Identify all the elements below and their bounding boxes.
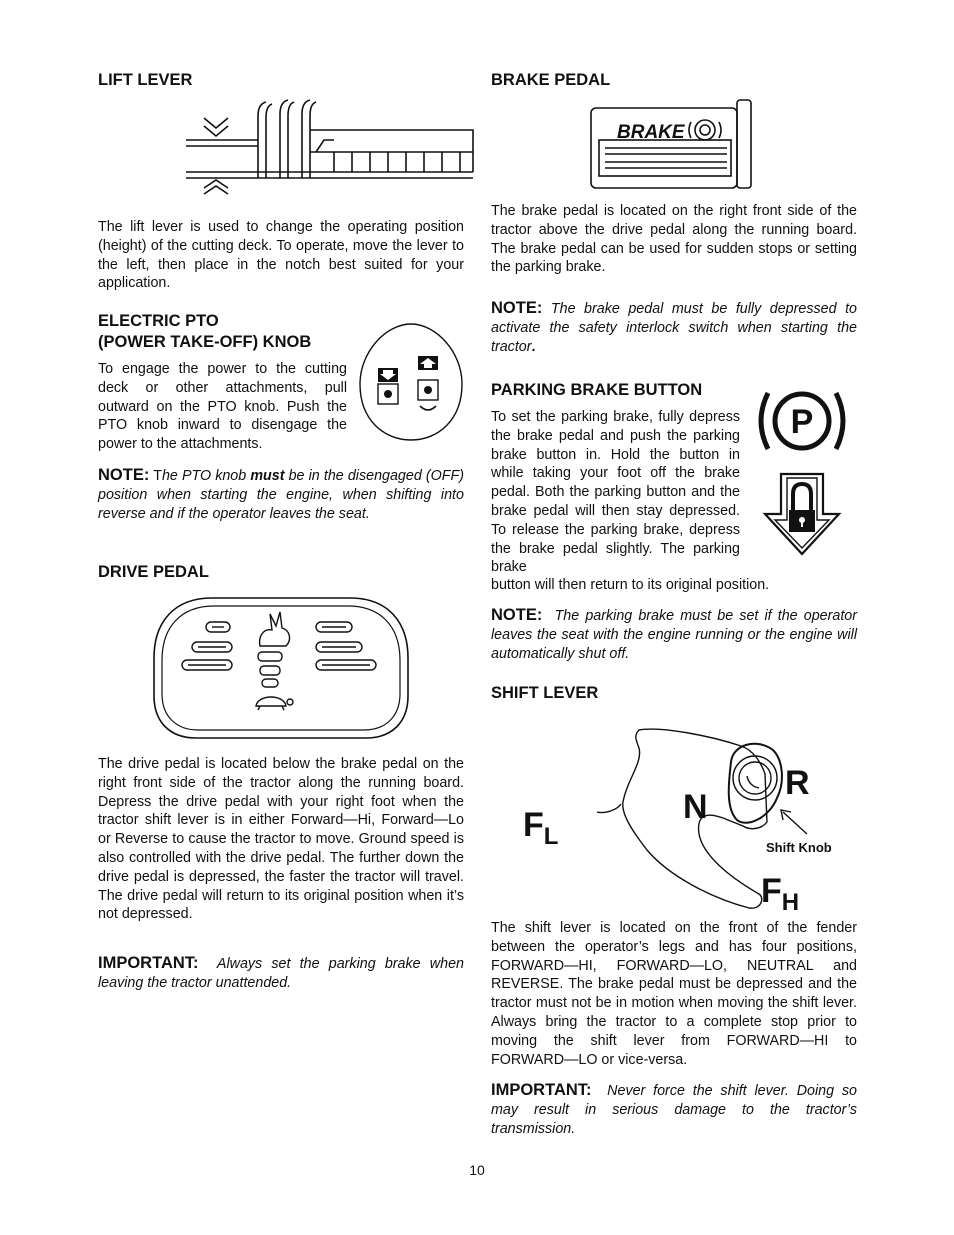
brake-note-text: The brake pedal must be fully depressed to activate the safety interlock switch when starting the tractor — [491, 301, 857, 355]
parking-note-lead: NOTE: — [491, 606, 543, 624]
brake-pedal-label: BRAKE — [617, 122, 685, 143]
drive-pedal-body: The drive pedal is located below the brake pedal on the right front side of the tractor along the running board. Depress the drive pedal with your right foot when the tractor shift lever is in either Forward—Hi, Forward—Lo or Reverse to cause the tractor to move. Ground speed is also controlled with the drive pedal. The further down the drive pedal is depressed, the faster the tractor will travel. The drive pedal will return to its original position when it’s not depressed. — [98, 756, 464, 923]
important-text: Always set the parking brake when leaving the tractor unattended. — [98, 956, 464, 991]
pto-note-lead: NOTE: — [98, 466, 150, 484]
lift-lever-diagram — [186, 96, 476, 206]
parking-brake-heading: PARKING BRAKE BUTTON — [491, 381, 703, 399]
shift-important-lead: IMPORTANT: — [491, 1081, 592, 1099]
page-number: 10 — [469, 1162, 485, 1178]
lift-lever-heading: LIFT LEVER — [98, 71, 193, 89]
shift-lever-important — [491, 1081, 857, 1138]
pto-note — [98, 466, 464, 523]
shift-fl-label: $F_L$ — [523, 806, 559, 850]
brake-pedal-body: The brake pedal is located on the right front side of the tractor above the drive pedal along the running board. The brake pedal can be used for sudden stops or setting the parking brake. — [491, 203, 857, 276]
pto-knob-diagram — [356, 322, 466, 444]
drive-pedal-diagram — [152, 596, 410, 742]
pto-note-bold: must — [250, 468, 285, 484]
shift-r-label: R — [785, 764, 810, 802]
shift-lever-heading: SHIFT LEVER — [491, 684, 599, 702]
shift-lever-body: The shift lever is located on the front of the fender between the operator’s legs and has four positions, FORWARD—HI, FORWARD—LO, NEUTRAL and REVERSE. The brake pedal must be depressed and the tractor must not be in motion when moving the shift lever. Always bring the tractor to a complete stop prior to moving the shift lever from FORWARD—HI to FORWARD—LO or vice-versa. — [491, 920, 857, 1068]
parking-brake-lock-icon — [761, 470, 843, 556]
pto-note-text-2: be in the disengaged (OFF) position when starting the engine, when shifting into reverse and if the operator leaves the seat. — [98, 468, 464, 522]
brake-pedal-heading: BRAKE PEDAL — [491, 71, 611, 89]
parking-brake-body-narrow: To set the parking brake, fully depress the brake pedal and push the parking brake button in. Hold the button in while taking your foot off the brake pedal. Both the parking button and the brake pedal will then stay depressed. To release the parking brake, depress the brake pedal slightly. The parking brake — [491, 409, 740, 576]
pto-note-text-1: he PTO knob — [161, 468, 251, 484]
brake-note-end: . — [531, 338, 536, 355]
parking-brake-body-wide: button will then return to its original position. — [491, 577, 770, 593]
shift-fh-label: $F_H$ — [761, 872, 800, 916]
drive-pedal-heading: DRIVE PEDAL — [98, 563, 209, 581]
shift-lever-diagram — [521, 722, 861, 918]
parking-brake-p-icon — [756, 384, 852, 458]
brake-note-lead: NOTE: — [491, 299, 543, 317]
shift-important-text: Never force the shift lever. Doing so may result in serious damage to the tractor’s transmission. — [491, 1083, 858, 1137]
brake-pedal-diagram — [587, 96, 757, 192]
drive-pedal-important — [98, 954, 464, 993]
lift-lever-body: The lift lever is used to change the operating position (height) of the cutting deck. To operate, move the lever to the left, then place in the notch best suited for your application. — [98, 219, 464, 292]
parking-brake-note — [491, 606, 857, 663]
pto-body: To engage the power to the cutting deck or other attachments, pull outward on the PTO knob. Push the PTO knob inward to disengage the power to the attachments. — [98, 361, 347, 453]
parking-p-letter: P — [790, 403, 814, 441]
brake-pedal-note — [491, 299, 857, 356]
pto-heading-line1: ELECTRIC PTO — [98, 312, 219, 330]
pto-note-pre: T — [153, 468, 162, 484]
pto-heading-line2: (POWER TAKE-OFF) KNOB — [98, 333, 312, 351]
parking-note-text: The parking brake must be set if the operator leaves the seat with the engine running or the engine will automatically shut off. — [491, 608, 857, 662]
shift-knob-label: Shift Knob — [766, 840, 832, 855]
shift-n-label: N — [683, 788, 708, 826]
important-lead: IMPORTANT: — [98, 954, 199, 972]
